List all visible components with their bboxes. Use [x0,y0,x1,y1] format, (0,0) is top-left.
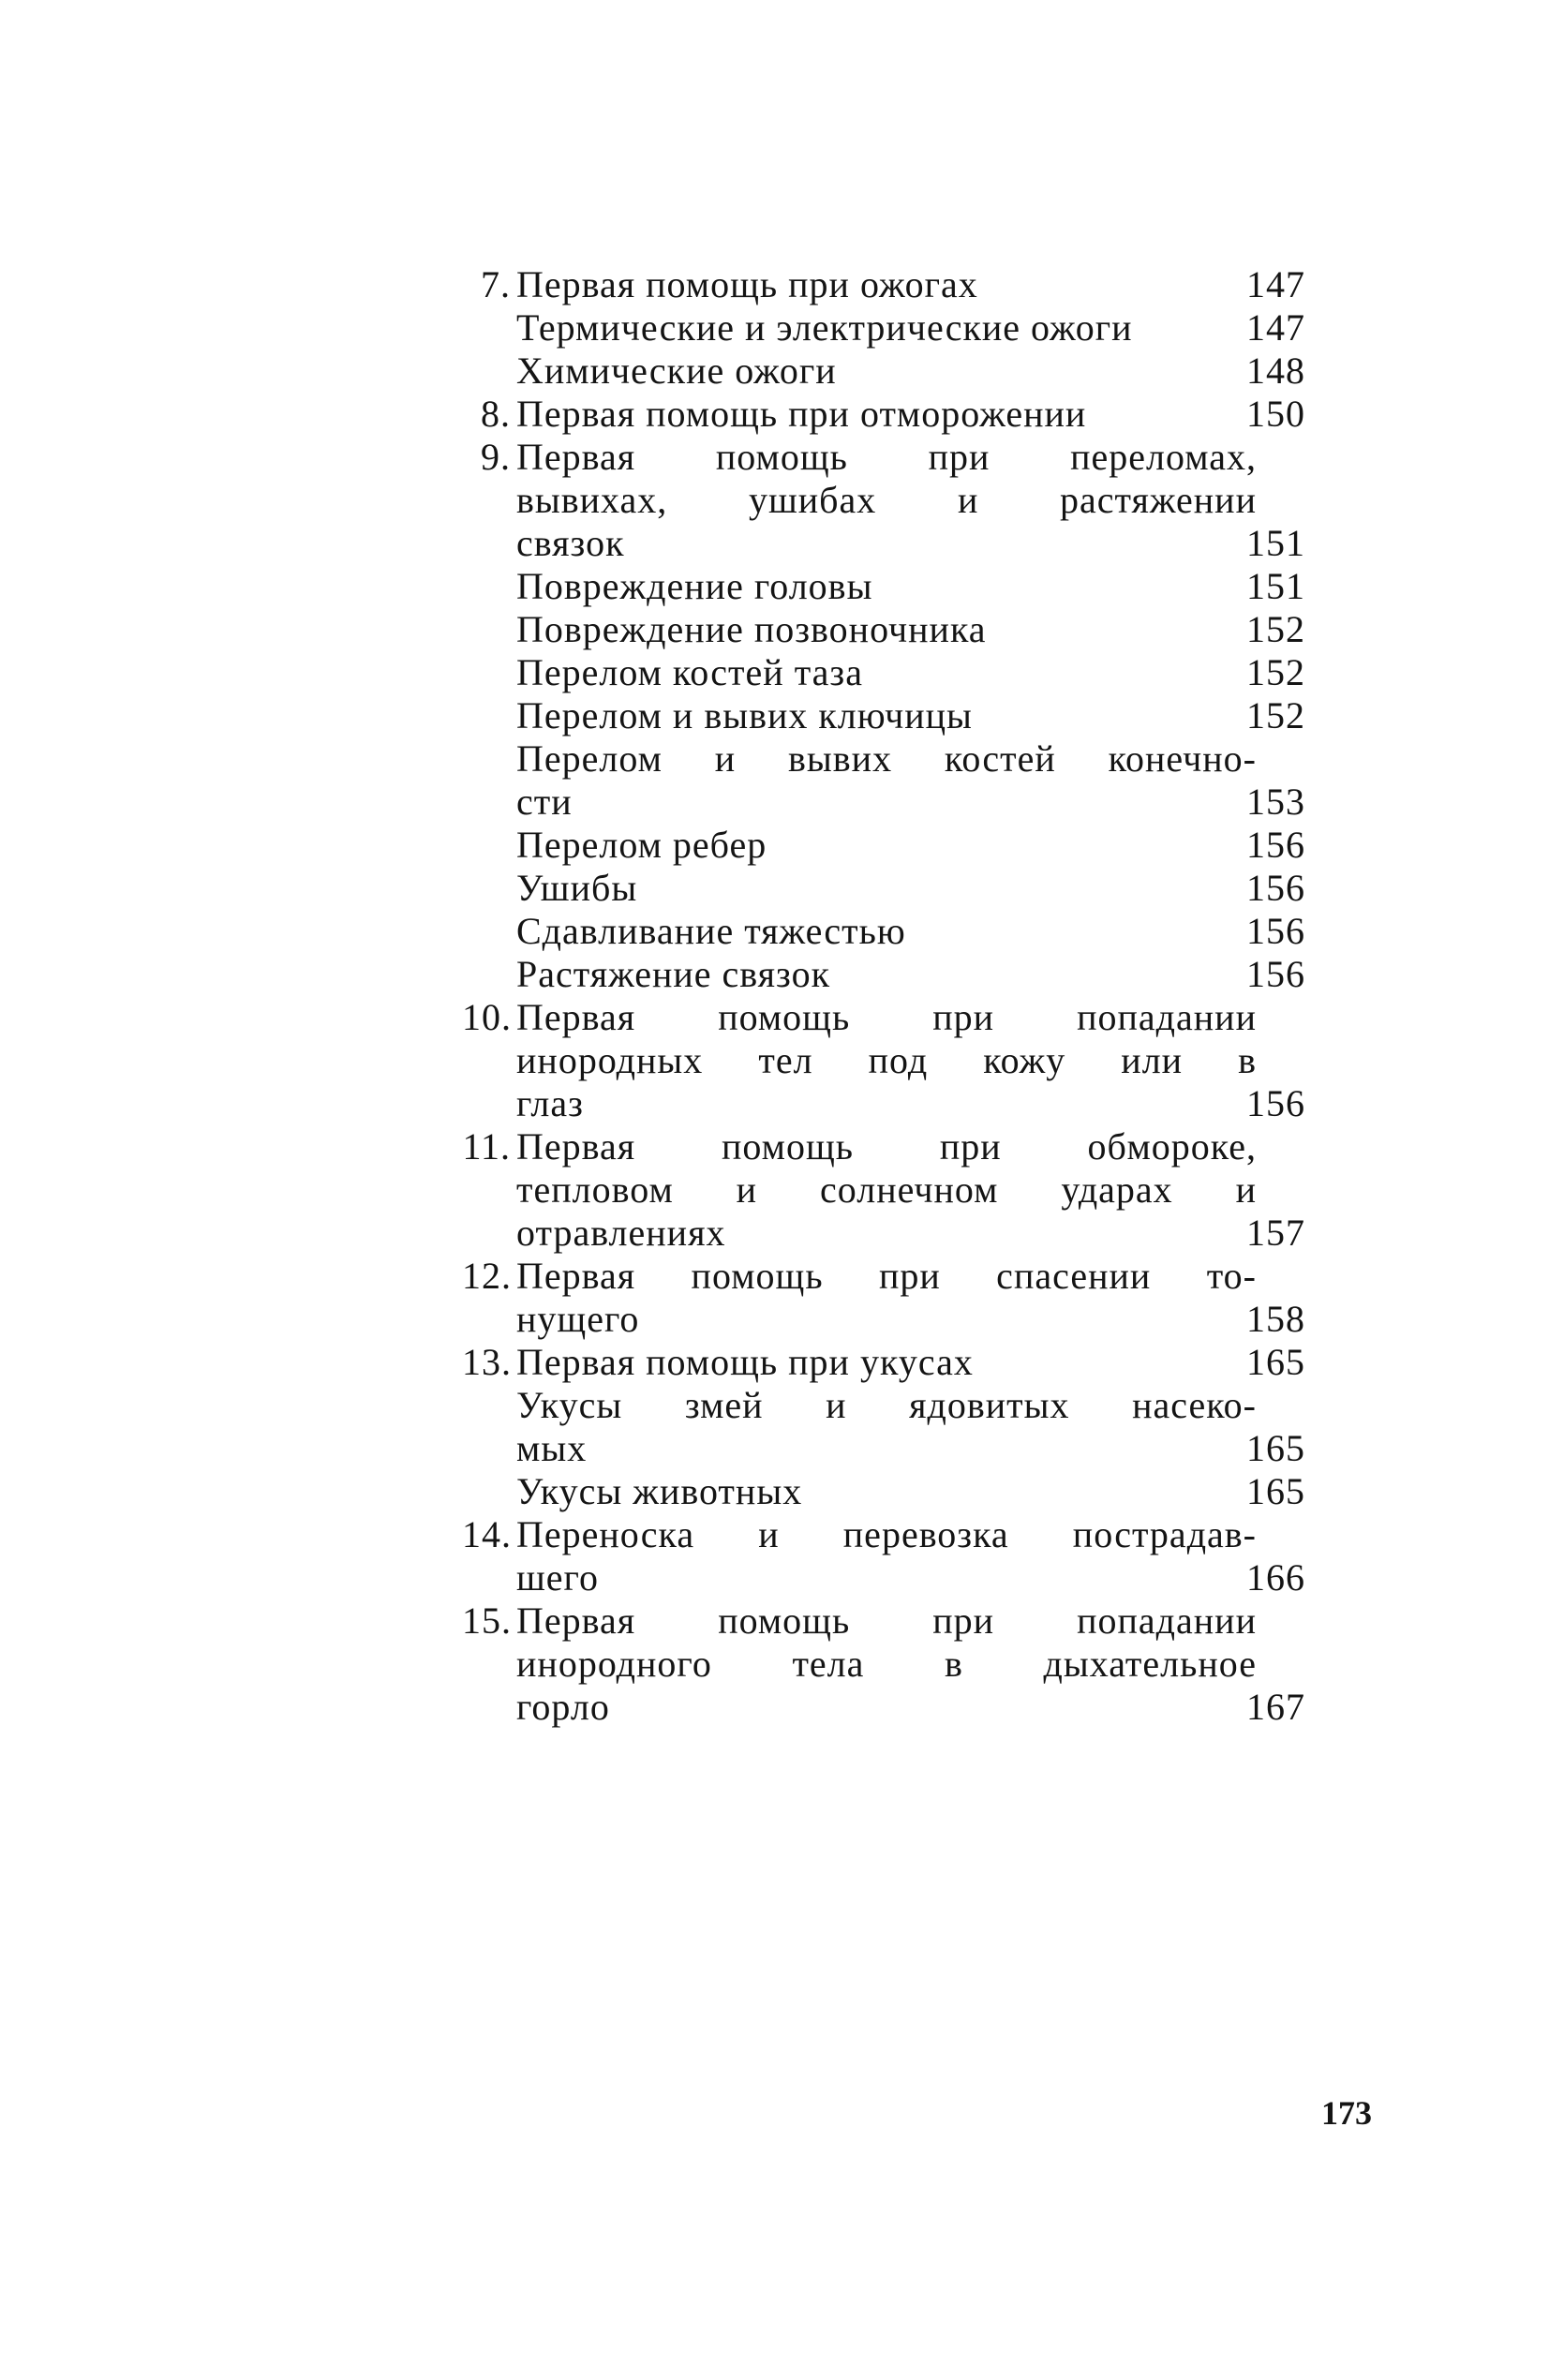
page-ref: 147 [1246,263,1305,305]
section-number: 13. [462,1341,512,1383]
toc-line [462,1686,1305,1729]
toc-line [462,1082,1305,1125]
section-title: Первая помощь при переломах, [516,436,1257,478]
toc-entry [462,393,1305,436]
toc-entry [462,824,1305,867]
section-number: 9. [481,436,511,478]
toc-line [462,479,1305,522]
section-number: 10. [462,996,512,1038]
toc-line [462,436,1305,479]
section-title: Перелом костей таза [516,651,863,693]
toc-line [462,350,1305,393]
toc-entry [462,1341,1305,1384]
toc-entry [462,1255,1305,1341]
section-number: 12. [462,1255,512,1297]
toc-line [462,1341,1305,1384]
section-title: Ушибы [516,867,638,909]
toc-line [462,910,1305,953]
toc-line [462,522,1305,565]
page-ref: 157 [1246,1212,1305,1254]
section-title: инородного тела в дыхательное [516,1643,1257,1685]
toc-entry [462,694,1305,737]
page-ref: 151 [1246,522,1305,564]
toc-entry [462,263,1305,306]
toc-line [462,306,1305,350]
toc-line [462,996,1305,1039]
section-title: инородных тел под кожу или в [516,1039,1257,1081]
page-ref: 167 [1246,1686,1305,1728]
section-title: связок [516,522,625,564]
section-title: Перелом и вывих ключицы [516,694,973,736]
page-ref: 147 [1246,306,1305,349]
section-title: Перелом ребер [516,824,767,866]
section-title: Повреждение головы [516,565,873,607]
section-title: Термические и электрические ожоги [516,306,1133,349]
toc-entry [462,1599,1305,1729]
toc-line [462,393,1305,436]
toc-entry [462,867,1305,910]
section-title: шего [516,1556,599,1599]
section-title: Первая помощь при отморожении [516,393,1087,435]
toc-entry [462,565,1305,608]
page-ref: 165 [1246,1341,1305,1383]
section-title: вывихах, ушибах и растяжении [516,479,1257,521]
page-ref: 156 [1246,910,1305,952]
toc-line [462,1255,1305,1298]
section-title: Переноска и перевозка пострадав- [516,1513,1257,1555]
section-title: Первая помощь при попадании [516,1599,1257,1642]
toc-line [462,867,1305,910]
page-ref: 152 [1246,651,1305,693]
section-title: Первая помощь при укусах [516,1341,974,1383]
toc-line [462,1212,1305,1255]
toc-entry [462,306,1305,350]
page-ref: 152 [1246,608,1305,650]
page-ref: 158 [1246,1298,1305,1340]
section-title: Укусы змей и ядовитых насеко- [516,1384,1257,1426]
section-title: Перелом и вывих костей конечно- [516,737,1257,780]
toc-entry [462,910,1305,953]
toc-line [462,953,1305,996]
section-title: Растяжение связок [516,953,831,995]
toc-entry [462,953,1305,996]
page-ref: 148 [1246,350,1305,392]
page-ref: 156 [1246,953,1305,995]
section-title: Укусы животных [516,1470,803,1512]
toc-line [462,694,1305,737]
toc-line [462,1039,1305,1082]
toc-line [462,1470,1305,1513]
section-title: мых [516,1427,588,1469]
toc-entry [462,996,1305,1125]
toc-line [462,781,1305,824]
toc-line [462,608,1305,651]
section-number: 7. [481,263,511,305]
section-title: нущего [516,1298,640,1340]
section-title: тепловом и солнечном ударах и [516,1168,1257,1211]
section-title: Первая помощь при попадании [516,996,1257,1038]
toc-line [462,565,1305,608]
section-title: Первая помощь при ожогах [516,263,978,305]
page-ref: 153 [1246,781,1305,823]
section-title: Сдавливание тяжестью [516,910,906,952]
page-ref: 165 [1246,1427,1305,1469]
page-ref: 156 [1246,1082,1305,1124]
section-number: 15. [462,1599,512,1642]
section-title: отравлениях [516,1212,726,1254]
page-ref: 152 [1246,694,1305,736]
section-title: Химические ожоги [516,350,837,392]
page-ref: 150 [1246,393,1305,435]
toc-entry [462,350,1305,393]
page-ref: 165 [1246,1470,1305,1512]
toc-line [462,737,1305,781]
toc-entry [462,1513,1305,1599]
toc-entry [462,436,1305,565]
toc-line [462,824,1305,867]
toc-entry [462,608,1305,651]
toc-line [462,1513,1305,1556]
section-title: Повреждение позвоночника [516,608,987,650]
section-title: глаз [516,1082,584,1124]
toc-entry [462,1470,1305,1513]
toc-entry [462,737,1305,824]
page-number: 173 [1321,2094,1372,2132]
section-number: 14. [462,1513,512,1555]
section-number: 11. [462,1125,511,1168]
toc-line [462,1298,1305,1341]
toc-line [462,1643,1305,1686]
toc-entry [462,1384,1305,1470]
toc-line [462,1384,1305,1427]
toc-line [462,1427,1305,1470]
toc-entry [462,1125,1305,1255]
page-ref: 151 [1246,565,1305,607]
page-ref: 156 [1246,824,1305,866]
section-title: горло [516,1686,610,1728]
page-ref: 156 [1246,867,1305,909]
toc-line [462,651,1305,694]
section-number: 8. [481,393,511,435]
section-title: Первая помощь при обмороке, [516,1125,1257,1168]
toc-line [462,1599,1305,1643]
toc-line [462,1168,1305,1212]
table-of-contents [462,263,1305,1729]
section-title: Первая помощь при спасении то- [516,1255,1257,1297]
toc-line [462,263,1305,306]
section-title: сти [516,781,573,823]
toc-entry [462,651,1305,694]
toc-line [462,1125,1305,1168]
toc-line [462,1556,1305,1599]
page-ref: 166 [1246,1556,1305,1599]
